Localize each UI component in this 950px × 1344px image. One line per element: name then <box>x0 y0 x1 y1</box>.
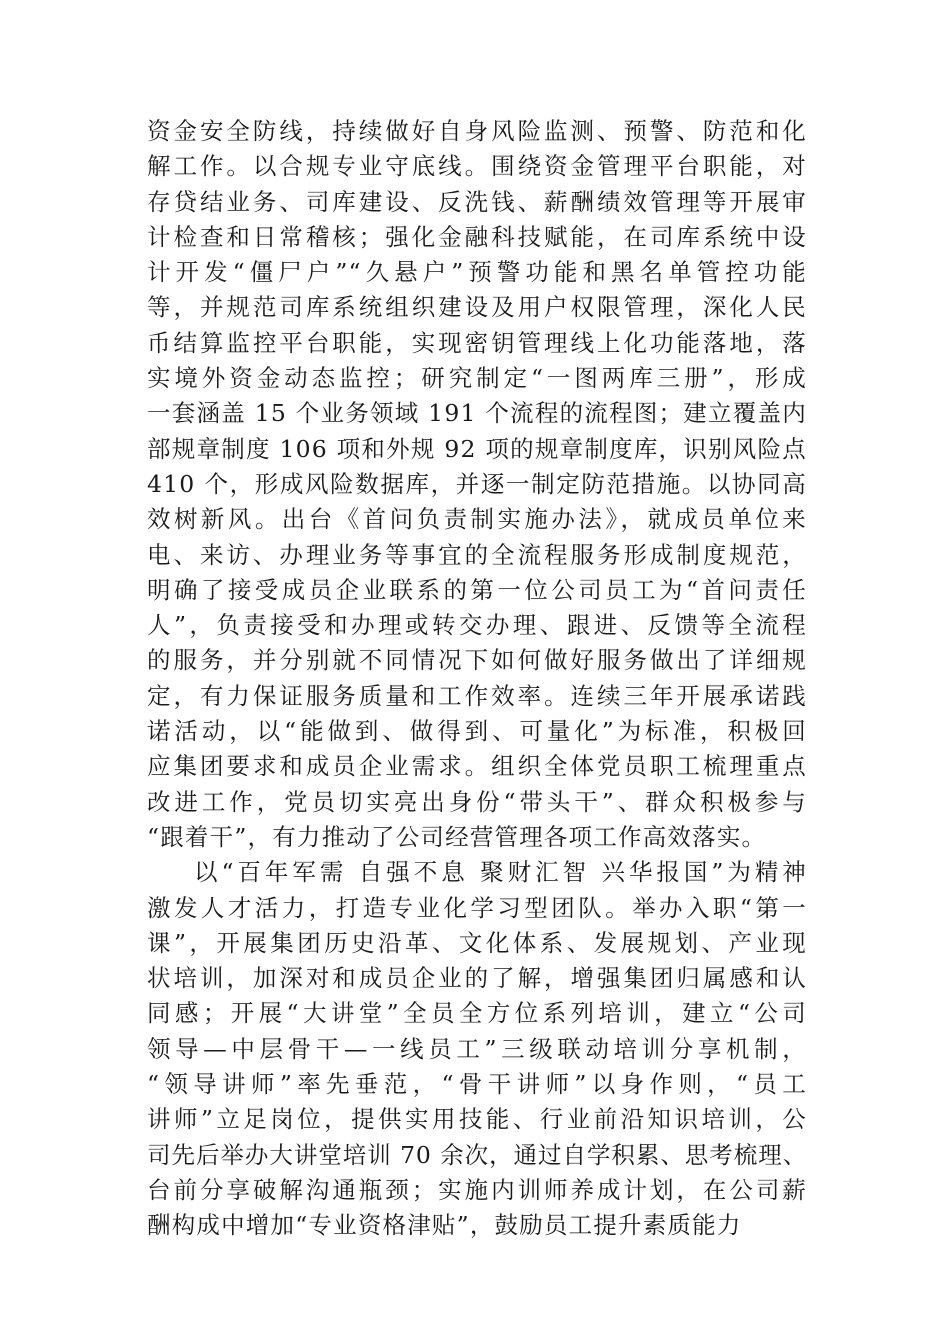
text-line: 等，并规范司库系统组织建设及用户权限管理，深化人民 <box>147 293 807 322</box>
document-body <box>147 114 807 1244</box>
text-line: 应集团要求和成员企业需求。组织全体党员职工梳理重点 <box>147 752 807 781</box>
text-line: 定，有力保证服务质量和工作效率。连续三年开展承诺践 <box>147 681 807 710</box>
text-line: 实境外资金动态监控；研究制定“一图两库三册”，形成 <box>147 364 807 393</box>
text-line: 状培训，加深对和成员企业的了解，增强集团归属感和认 <box>147 964 807 993</box>
text-line: 同感；开展“大讲堂”全员全方位系列培训，建立“公司 <box>147 999 807 1028</box>
text-line: 激发人才活力，打造专业化学习型团队。举办入职“第一 <box>147 893 807 922</box>
text-line: “领导讲师”率先垂范，“骨干讲师”以身作则，“员工 <box>147 1070 807 1099</box>
text-line: 的服务，并分别就不同情况下如何做好服务做出了详细规 <box>147 646 807 675</box>
text-line: 计检查和日常稽核；强化金融科技赋能，在司库系统中设 <box>147 222 807 251</box>
paragraph-2 <box>147 855 807 1243</box>
text-line: 资金安全防线，持续做好自身风险监测、预警、防范和化 <box>147 117 807 145</box>
text-line: 台前分享破解沟通瓶颈；实施内训师养成计划，在公司薪 <box>147 1175 807 1204</box>
text-line: 司先后举办大讲堂培训 70 余次，通过自学积累、思考梳理、 <box>147 1140 807 1169</box>
text-line: 410 个，形成风险数据库，并逐一制定防范措施。以协同高 <box>147 469 807 498</box>
text-line: 人”，负责接受和办理或转交办理、跟进、反馈等全流程 <box>147 611 807 640</box>
text-line: 部规章制度 106 项和外规 92 项的规章制度库，识别风险点 <box>147 434 807 463</box>
text-line: “跟着干”，有力推动了公司经营管理各项工作高效落实。 <box>147 822 767 851</box>
text-line: 效树新风。出台《首问负责制实施办法》，就成员单位来 <box>147 505 807 534</box>
text-line: 讲师”立足岗位，提供实用技能、行业前沿知识培训，公 <box>147 1105 807 1134</box>
text-line: 解工作。以合规专业守底线。围绕资金管理平台职能，对 <box>147 152 807 181</box>
text-line: 计开发“僵尸户”“久悬户”预警功能和黑名单管控功能 <box>147 258 807 287</box>
paragraph-1 <box>147 114 807 855</box>
text-line: 币结算监控平台职能，实现密钥管理线上化功能落地，落 <box>147 328 807 357</box>
text-line: 课”，开展集团历史沿革、文化体系、发展规划、产业现 <box>147 928 807 957</box>
text-line: 诺活动，以“能做到、做得到、可量化”为标准，积极回 <box>147 717 807 746</box>
text-line: 以“百年军需 自强不息 聚财汇智 兴华报国”为精神 <box>194 858 807 887</box>
text-line: 电、来访、办理业务等事宜的全流程服务形成制度规范， <box>147 540 807 569</box>
text-line: 存贷结业务、司库建设、反洗钱、薪酬绩效管理等开展审 <box>147 187 807 216</box>
text-line: 酬构成中增加“专业资格津贴”，鼓励员工提升素质能力 <box>147 1211 742 1240</box>
text-line: 一套涵盖 15 个业务领域 191 个流程的流程图；建立覆盖内 <box>147 399 807 428</box>
text-line: 领导—中层骨干—一线员工”三级联动培训分享机制， <box>147 1034 807 1063</box>
text-line: 明确了接受成员企业联系的第一位公司员工为“首问责任 <box>147 575 807 604</box>
text-line: 改进工作，党员切实亮出身份“带头干”、群众积极参与 <box>147 787 807 816</box>
